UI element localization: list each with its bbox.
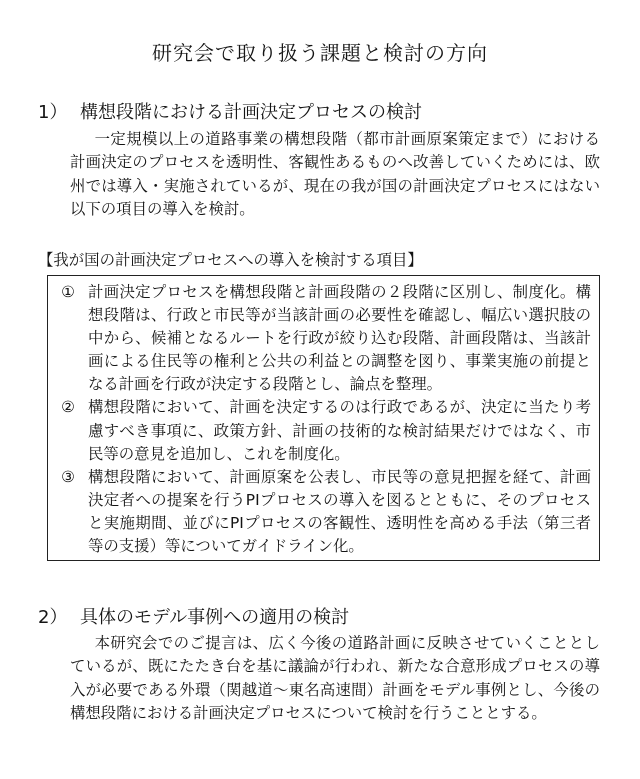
item-marker-3: ③ (61, 467, 75, 486)
item-text-2: 構想段階において、計画を決定するのは行政であるが、決定に当たり考慮すべき事項に、政策方針、計画の技術的な検討結果だけではなく、市民等の意見を追加し、これを制度化。 (88, 398, 591, 463)
section-1-number: 1） (38, 102, 68, 123)
box-item-2 (56, 396, 591, 465)
section-2-heading (38, 603, 349, 629)
page-title: 研究会で取り扱う課題と検討の方向 (152, 41, 488, 65)
section-2-heading-text: 具体のモデル事例への適用の検討 (80, 607, 350, 628)
item-text-3: 構想段階において、計画原案を公表し、市民等の意見把握を経て、計画決定者への提案を行うPIプロセスの導入を図るとともに、そのプロセスと実施期間、並びにPIプロセスの客観性、透明性を高める手法（第三者等の支援）等についてガイドライン化。 (88, 467, 591, 556)
items-box (47, 275, 600, 561)
item-marker-2: ② (61, 398, 75, 417)
section-2-paragraph: 本研究会でのご提言は、広く今後の道路計画に反映させていくこととしているが、既にたたき台を基に議論が行われ、新たな合意形成プロセスの導入が必要である外環（関越道～東名高速間）計画をモデル事例とし、今後の構想段階における計画決定プロセスについて検討を行うこととする。 (70, 634, 600, 723)
section-1-heading (38, 98, 422, 124)
box-item-1 (56, 281, 591, 396)
section-2-number: 2） (38, 607, 68, 628)
box-title: 【我が国の計画決定プロセスへの導入を検討する項目】 (38, 251, 423, 269)
box-item-3 (56, 466, 591, 558)
section-1-paragraph: 一定規模以上の道路事業の構想段階（都市計画原案策定まで）における計画決定のプロセスを透明性、客観性あるものへ改善していくためには、欧州では導入・実施されているが、現在の我が国の計画決定プロセスにはない以下の項目の導入を検討。 (70, 130, 600, 219)
item-text-1: 計画決定プロセスを構想段階と計画段階の２段階に区別し、制度化。構想段階は、行政と市民等が当該計画の必要性を確認し、幅広い選択肢の中から、候補となるルートを行政が絞り込む段階、計画段階は、当該計画による住民等の権利と公共の利益との調整を図り、事業実施の前提となる計画を行政が決定する段階とし、論点を整理。 (88, 283, 591, 394)
section-1-heading-text: 構想段階における計画決定プロセスの検討 (80, 102, 422, 123)
item-marker-1: ① (61, 283, 75, 301)
